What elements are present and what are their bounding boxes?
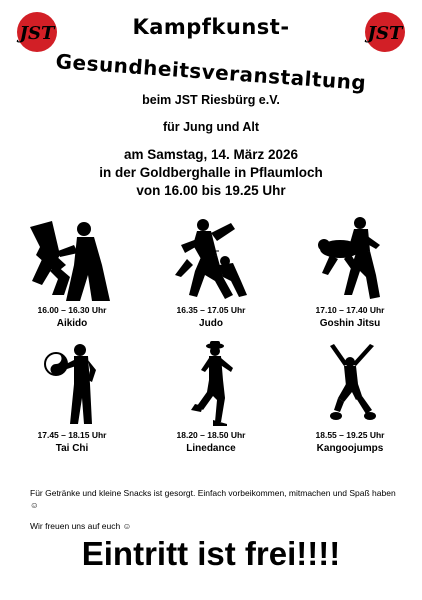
aikido-silhouette-icon: [22, 215, 122, 303]
audience-line: für Jung und Alt: [162, 120, 260, 134]
activity-time: 17.10 – 17.40 Uhr: [315, 305, 385, 315]
page-title-line1: Kampfkunst-: [132, 15, 290, 39]
activity-time: 16.35 – 17.05 Uhr: [176, 305, 246, 315]
refreshments-note: Für Getränke und kleine Snacks ist gesorgt. Einfach vorbeikommen, mitmachen und Spaß haben ☺: [30, 488, 396, 510]
activity-name: Judo: [199, 318, 223, 329]
free-entry-banner: Eintritt ist frei!!!!: [81, 535, 341, 572]
linedance-silhouette-icon: [161, 340, 261, 428]
activity-judo: [151, 215, 271, 329]
activity-name: Kangoojumps: [316, 443, 384, 454]
activity-name: Tai Chi: [55, 443, 89, 454]
tai-chi-silhouette-icon: [22, 340, 122, 428]
activity-linedance: [151, 340, 271, 454]
activity-aikido: [12, 215, 132, 329]
event-location: in der Goldberghalle in Pflaumloch: [99, 165, 323, 180]
activity-time: 16.00 – 16.30 Uhr: [37, 305, 107, 315]
event-time: von 16.00 bis 19.25 Uhr: [136, 183, 286, 198]
page-title-line2: Gesundheitsveranstaltung: [54, 49, 368, 95]
event-date: am Samstag, 14. März 2026: [123, 147, 299, 162]
activity-kangoojumps: [290, 340, 410, 454]
event-details: [0, 146, 422, 200]
activity-name: Aikido: [56, 318, 88, 329]
host-line: beim JST Riesbürg e.V.: [142, 93, 280, 107]
judo-silhouette-icon: [161, 215, 261, 303]
activity-time: 18.20 – 18.50 Uhr: [176, 430, 246, 440]
kangoojumps-silhouette-icon: [300, 340, 400, 428]
activity-goshin-jitsu: [290, 215, 410, 329]
logo-text: JST: [367, 23, 403, 44]
goshin-jitsu-silhouette-icon: [300, 215, 400, 303]
welcome-note: Wir freuen uns auf euch ☺: [30, 521, 132, 531]
logo-text: JST: [19, 23, 55, 44]
activity-name: Goshin Jitsu: [319, 318, 381, 329]
activity-time: 17.45 – 18.15 Uhr: [37, 430, 107, 440]
activity-tai-chi: [12, 340, 132, 454]
activity-time: 18.55 – 19.25 Uhr: [315, 430, 385, 440]
activity-name: Linedance: [186, 443, 236, 454]
